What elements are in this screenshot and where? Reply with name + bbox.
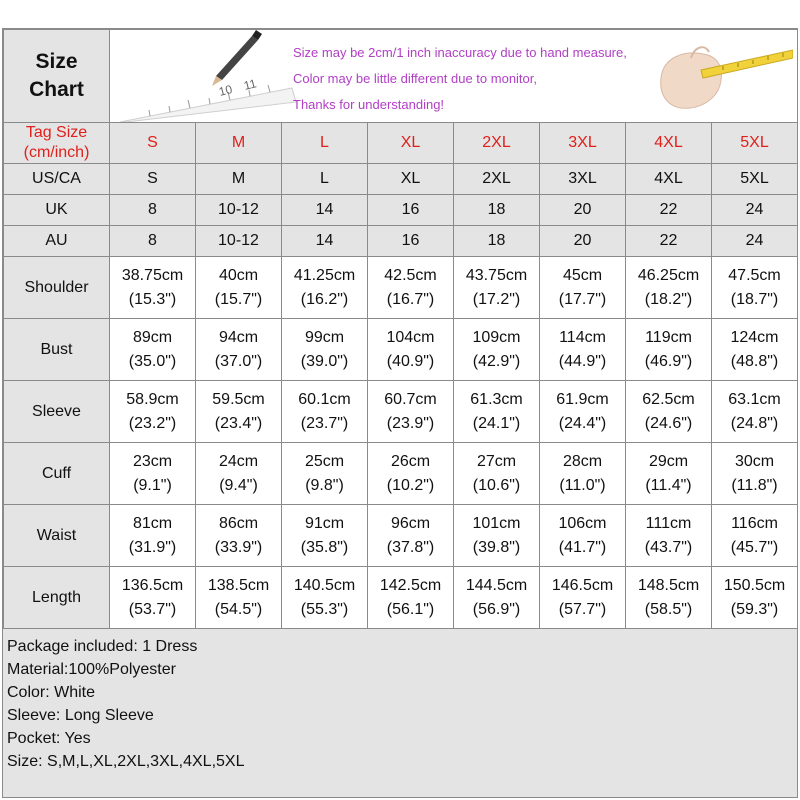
info-color: Color: White [7, 684, 96, 701]
info-material: Material:100%Polyester [7, 661, 176, 678]
note-line-3: Thanks for understanding! [293, 97, 445, 112]
value-inch: (40.9") [386, 352, 435, 370]
table-cell: 8 [110, 195, 196, 226]
table-cell: 10-12 [196, 195, 282, 226]
table-cell: 24 [712, 226, 798, 257]
value-inch: (17.7") [558, 290, 607, 308]
value-cm: 96cm [390, 514, 431, 532]
ruler-pencil-icon [120, 30, 300, 122]
measurement-cell [540, 505, 626, 567]
table-row [4, 164, 798, 195]
value-inch: (23.7") [300, 414, 349, 432]
note-line-2: Color may be little different due to monitor, [293, 71, 537, 86]
value-inch: (53.7") [128, 600, 177, 618]
measurement-cell [540, 257, 626, 319]
note-banner [110, 30, 798, 123]
measurement-cell [540, 319, 626, 381]
value-inch: (33.9") [214, 538, 263, 556]
measurement-cell [454, 257, 540, 319]
info-package: Package included: 1 Dress [7, 638, 198, 655]
value-cm: 148.5cm [637, 576, 700, 594]
size-header: S [110, 123, 196, 164]
row-label: Sleeve [4, 381, 110, 443]
table-cell: 22 [626, 195, 712, 226]
value-cm: 47.5cm [728, 266, 781, 284]
value-inch: (17.2") [472, 290, 521, 308]
value-inch: (31.9") [128, 538, 177, 556]
table-row [4, 195, 798, 226]
measurement-rows [4, 257, 798, 629]
value-cm: 43.75cm [465, 266, 528, 284]
row-label: US/CA [4, 164, 110, 195]
size-header: 3XL [540, 123, 626, 164]
value-cm: 136.5cm [121, 576, 184, 594]
value-inch: (39.0") [300, 352, 349, 370]
value-inch: (9.4") [219, 476, 258, 494]
value-cm: 124cm [730, 328, 779, 346]
value-cm: 59.5cm [212, 390, 265, 408]
value-cm: 60.7cm [384, 390, 437, 408]
measurement-cell [196, 319, 282, 381]
measurement-cell [110, 443, 196, 505]
value-inch: (24.6") [644, 414, 693, 432]
size-chart-table [3, 29, 798, 629]
measurement-cell [712, 443, 798, 505]
value-inch: (39.8") [472, 538, 521, 556]
value-cm: 106cm [558, 514, 607, 532]
value-inch: (11.4") [645, 476, 692, 494]
value-cm: 109cm [472, 328, 521, 346]
size-header: XL [368, 123, 454, 164]
value-inch: (44.9") [558, 352, 607, 370]
measurement-cell [110, 567, 196, 629]
measurement-cell [282, 319, 368, 381]
measurement-cell [454, 319, 540, 381]
measurement-cell [368, 443, 454, 505]
value-inch: (55.3") [300, 600, 349, 618]
value-inch: (24.1") [472, 414, 521, 432]
table-cell: 18 [454, 195, 540, 226]
value-cm: 94cm [218, 328, 259, 346]
measurement-cell [282, 443, 368, 505]
measurement-cell [712, 381, 798, 443]
value-inch: (18.2") [644, 290, 693, 308]
row-label: Waist [4, 505, 110, 567]
measurement-cell [110, 257, 196, 319]
header-row [4, 30, 798, 123]
value-inch: (37.0") [214, 352, 263, 370]
value-inch: (18.7") [730, 290, 779, 308]
measurement-cell [626, 257, 712, 319]
value-inch: (56.1") [386, 600, 435, 618]
value-inch: (45.7") [730, 538, 779, 556]
measurement-row-length [4, 567, 798, 629]
tag-size-line-2: (cm/inch) [23, 144, 90, 161]
measurement-cell [368, 381, 454, 443]
table-cell: 14 [282, 226, 368, 257]
value-cm: 86cm [218, 514, 259, 532]
measurement-cell [110, 319, 196, 381]
table-cell: 16 [368, 195, 454, 226]
measurement-cell [712, 505, 798, 567]
size-header: 5XL [712, 123, 798, 164]
value-inch: (24.8") [730, 414, 779, 432]
table-cell: 2XL [454, 164, 540, 195]
row-label: AU [4, 226, 110, 257]
measurement-cell [368, 257, 454, 319]
measurement-cell [626, 319, 712, 381]
value-inch: (48.8") [730, 352, 779, 370]
measurement-cell [196, 505, 282, 567]
size-header: L [282, 123, 368, 164]
value-inch: (56.9") [472, 600, 521, 618]
measurement-cell [454, 505, 540, 567]
product-info-panel [3, 629, 797, 797]
value-cm: 99cm [304, 328, 345, 346]
note-list [293, 40, 627, 118]
measurement-cell [282, 381, 368, 443]
value-cm: 89cm [132, 328, 173, 346]
table-cell: 10-12 [196, 226, 282, 257]
table-cell: 18 [454, 226, 540, 257]
table-cell: M [196, 164, 282, 195]
value-cm: 140.5cm [293, 576, 356, 594]
table-cell: 24 [712, 195, 798, 226]
table-cell: 20 [540, 226, 626, 257]
measurement-cell [196, 443, 282, 505]
table-row [4, 226, 798, 257]
measurement-cell [282, 567, 368, 629]
value-inch: (35.0") [128, 352, 177, 370]
row-label: Bust [4, 319, 110, 381]
info-pocket: Pocket: Yes [7, 730, 91, 747]
row-label: UK [4, 195, 110, 226]
value-inch: (11.0") [559, 476, 606, 494]
value-cm: 111cm [645, 514, 692, 532]
measurement-row-waist [4, 505, 798, 567]
value-cm: 28cm [562, 452, 603, 470]
value-cm: 116cm [731, 514, 778, 532]
row-label: Cuff [4, 443, 110, 505]
size-chart-sheet [2, 28, 798, 798]
measurement-cell [454, 443, 540, 505]
measurement-cell [110, 381, 196, 443]
value-cm: 40cm [218, 266, 259, 284]
value-cm: 138.5cm [207, 576, 270, 594]
value-cm: 142.5cm [379, 576, 442, 594]
table-cell: 4XL [626, 164, 712, 195]
value-inch: (9.8") [305, 476, 344, 494]
value-inch: (54.5") [214, 600, 263, 618]
measurement-cell [712, 319, 798, 381]
value-cm: 38.75cm [121, 266, 184, 284]
measurement-cell [712, 567, 798, 629]
table-cell: S [110, 164, 196, 195]
measurement-row-bust [4, 319, 798, 381]
value-inch: (10.6") [472, 476, 521, 494]
hand-tape-measure-icon [643, 36, 793, 116]
measurement-cell [454, 567, 540, 629]
measurement-cell [196, 567, 282, 629]
value-cm: 62.5cm [642, 390, 695, 408]
info-sleeve: Sleeve: Long Sleeve [7, 707, 154, 724]
value-cm: 101cm [472, 514, 521, 532]
measurement-cell [368, 567, 454, 629]
value-inch: (15.3") [128, 290, 177, 308]
value-inch: (24.4") [558, 414, 607, 432]
value-cm: 104cm [386, 328, 435, 346]
title-line-1: Size [35, 50, 78, 73]
size-header: 4XL [626, 123, 712, 164]
measurement-cell [454, 381, 540, 443]
ruler-number-10: 10 [217, 82, 234, 99]
measurement-cell [540, 381, 626, 443]
info-sizes: Size: S,M,L,XL,2XL,3XL,4XL,5XL [7, 753, 245, 770]
tag-size-line-1: Tag Size [25, 124, 88, 141]
value-cm: 61.3cm [470, 390, 523, 408]
table-cell: L [282, 164, 368, 195]
value-cm: 23cm [132, 452, 173, 470]
value-inch: (23.9") [386, 414, 435, 432]
value-cm: 91cm [304, 514, 345, 532]
measurement-cell [368, 319, 454, 381]
value-inch: (16.7") [386, 290, 435, 308]
value-cm: 27cm [476, 452, 517, 470]
measurement-cell [626, 381, 712, 443]
measurement-cell [282, 257, 368, 319]
measurement-cell [282, 505, 368, 567]
value-inch: (16.2") [300, 290, 349, 308]
value-inch: (43.7") [644, 538, 693, 556]
value-inch: (15.7") [214, 290, 263, 308]
value-inch: (23.4") [214, 414, 263, 432]
value-cm: 146.5cm [551, 576, 614, 594]
size-chart-title [4, 30, 110, 123]
table-cell: 22 [626, 226, 712, 257]
tag-size-label [4, 123, 110, 164]
value-inch: (10.2") [386, 476, 435, 494]
measurement-cell [196, 381, 282, 443]
value-cm: 60.1cm [298, 390, 351, 408]
measurement-cell [196, 257, 282, 319]
value-cm: 30cm [734, 452, 775, 470]
value-inch: (59.3") [730, 600, 779, 618]
value-inch: (23.2") [128, 414, 177, 432]
table-cell: 14 [282, 195, 368, 226]
measurement-cell [368, 505, 454, 567]
size-header: 2XL [454, 123, 540, 164]
note-line-1: Size may be 2cm/1 inch inaccuracy due to hand measure, [293, 45, 627, 60]
value-cm: 45cm [562, 266, 603, 284]
table-cell: 20 [540, 195, 626, 226]
measurement-row-sleeve [4, 381, 798, 443]
value-inch: (57.7") [558, 600, 607, 618]
value-cm: 42.5cm [384, 266, 437, 284]
value-cm: 119cm [645, 328, 692, 346]
measurement-cell [540, 567, 626, 629]
tag-size-row [4, 123, 798, 164]
value-inch: (37.8") [386, 538, 435, 556]
value-inch: (35.8") [300, 538, 349, 556]
measurement-cell [626, 505, 712, 567]
value-inch: (9.1") [133, 476, 172, 494]
value-inch: (46.9") [644, 352, 693, 370]
measurement-row-shoulder [4, 257, 798, 319]
measurement-cell [712, 257, 798, 319]
table-cell: 3XL [540, 164, 626, 195]
value-cm: 58.9cm [126, 390, 179, 408]
table-cell: 8 [110, 226, 196, 257]
value-inch: (41.7") [558, 538, 607, 556]
value-cm: 114cm [559, 328, 606, 346]
row-label: Shoulder [4, 257, 110, 319]
size-header: M [196, 123, 282, 164]
measurement-cell [626, 567, 712, 629]
value-cm: 63.1cm [728, 390, 781, 408]
title-line-2: Chart [29, 78, 84, 101]
table-cell: 5XL [712, 164, 798, 195]
value-cm: 24cm [218, 452, 259, 470]
value-cm: 25cm [304, 452, 345, 470]
value-inch: (58.5") [644, 600, 693, 618]
value-cm: 144.5cm [465, 576, 528, 594]
measurement-cell [626, 443, 712, 505]
table-cell: XL [368, 164, 454, 195]
measurement-row-cuff [4, 443, 798, 505]
table-cell: 16 [368, 226, 454, 257]
value-cm: 29cm [648, 452, 689, 470]
measurement-cell [540, 443, 626, 505]
value-cm: 150.5cm [723, 576, 786, 594]
ruler-number-11: 11 [242, 76, 258, 93]
value-cm: 26cm [390, 452, 431, 470]
value-cm: 46.25cm [637, 266, 700, 284]
value-cm: 61.9cm [556, 390, 609, 408]
value-cm: 81cm [132, 514, 173, 532]
value-cm: 41.25cm [293, 266, 356, 284]
measurement-cell [110, 505, 196, 567]
value-inch: (42.9") [472, 352, 521, 370]
row-label: Length [4, 567, 110, 629]
value-inch: (11.8") [731, 476, 778, 494]
